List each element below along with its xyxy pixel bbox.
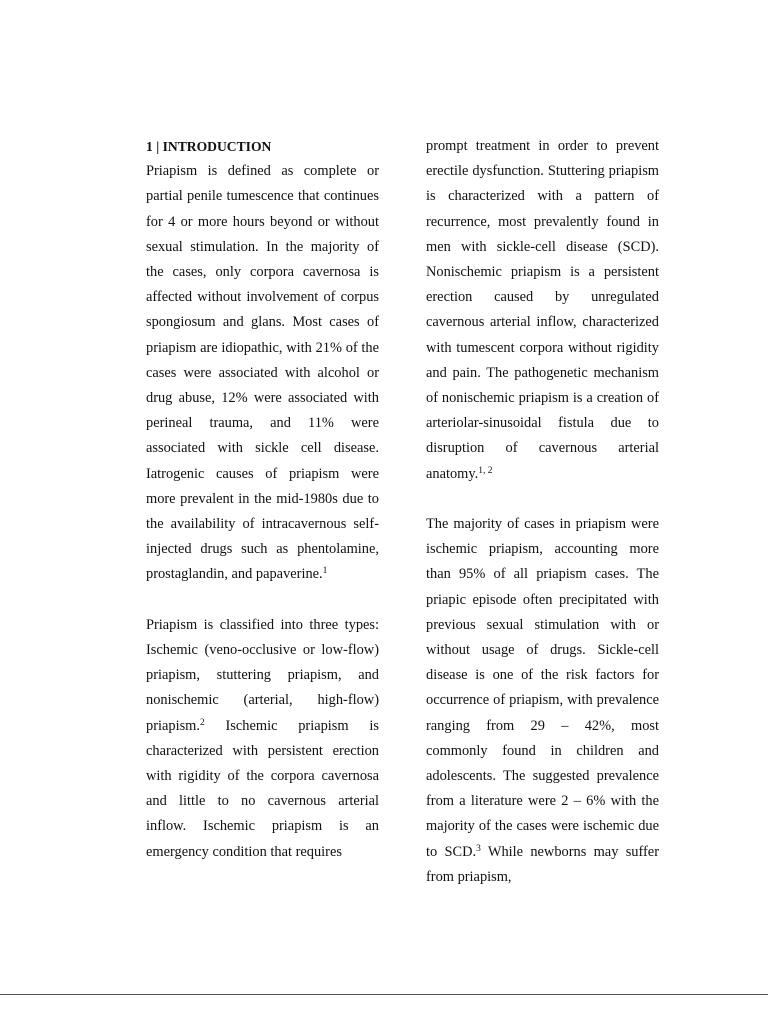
- footer-divider: [0, 994, 768, 995]
- citation-ref: 2: [199, 717, 205, 728]
- paragraph-text: Priapism is classified into three types: Ischemic (veno-occlusive or low-flow) priapism, stuttering priapism, and nonischemic (arterial, high-flow) priapism.: [146, 616, 379, 734]
- right-column: [426, 134, 659, 890]
- citation-ref: 3: [476, 843, 481, 854]
- left-column: [146, 134, 379, 865]
- paragraph-text-continued: Ischemic priapism is characterized with persistent erection with rigidity of the corpora cavernosa and little to no cavernous arterial inflow. Ischemic priapism is an emergency condition that requires: [146, 717, 379, 860]
- citation-ref: 1, 2: [478, 465, 493, 476]
- paragraph-text: The majority of cases in priapism were ischemic priapism, accounting more than 95% of all priapism cases. The priapic episode often precipitated with previous sexual stimulation with or without usage of drugs. Sickle-cell disease is one of the risk factors for occurrence of priapism, with prevalence ranging from 29 – 42%, most commonly found in children and adolescents. The suggested prevalence from a literature were 2 – 6% with the majority of the cases were ischemic due to SCD.: [426, 516, 659, 860]
- paragraph-text: Priapism is defined as complete or partial penile tumescence that continues for 4 or more hours beyond or without sexual stimulation. In the majority of the cases, only corpora cavernosa is affected without involvement of corpus spongiosum and glans. Most cases of priapism are idiopathic, with 21% of the cases were associated with alcohol or drug abuse, 12% were associated with perineal trauma, and 11% were associated with sickle cell disease. Iatrogenic causes of priapism were more prevalent in the mid-1980s due to the availability of intracavernous self-injected drugs such as phentolamine, prostaglandin, and papaverine.: [146, 163, 379, 583]
- paragraph-gap: [426, 487, 659, 512]
- section-heading: 1 | INTRODUCTION: [146, 139, 272, 154]
- paragraph-text: prompt treatment in order to prevent erectile dysfunction. Stuttering priapism is characterized with a pattern of recurrence, most prevalently found in men with sickle-cell disease (SCD). Nonischemic priapism is a persistent erection caused by unregulated cavernous arterial inflow, characterized with tumescent corpora without rigidity and pain. The pathogenetic mechanism of nonischemic priapism is a creation of arteriolar-sinusoidal fistula due to disruption of cavernous arterial anatomy.: [426, 138, 659, 482]
- intro-paragraph-3: [426, 134, 659, 487]
- paragraph-text-continued: While newborns may suffer from priapism,: [426, 843, 659, 885]
- intro-paragraph-1: [146, 159, 379, 587]
- citation-ref: 1: [322, 566, 328, 577]
- intro-paragraph-2: [146, 613, 379, 865]
- paragraph-gap: [146, 588, 379, 613]
- intro-paragraph-4: [426, 512, 659, 890]
